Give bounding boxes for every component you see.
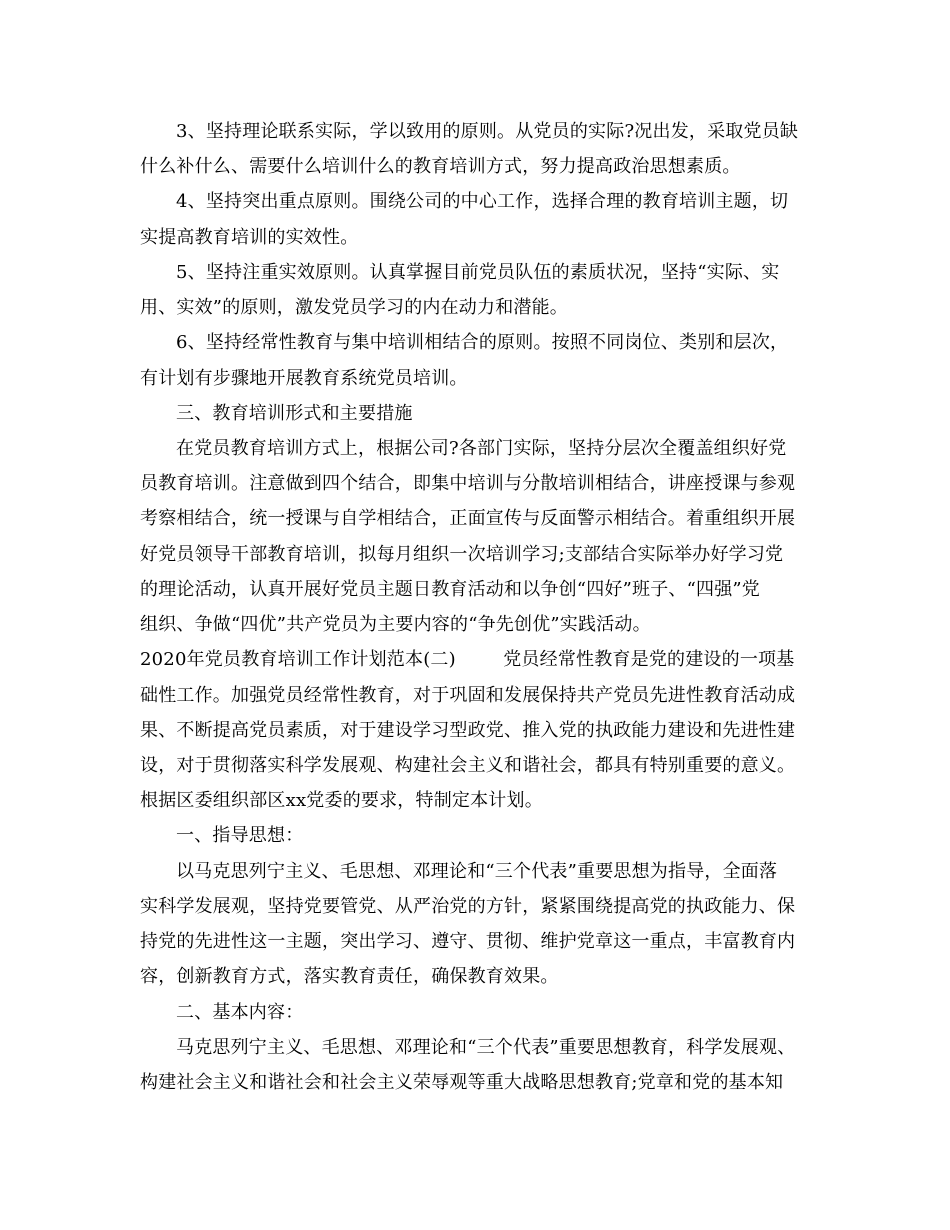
text-line: 根据区委组织部区xx党委的要求，特制定本计划。: [140, 790, 543, 811]
text-line: 设，对于贯彻落实科学发展观、构建社会主义和谐社会，都具有特别重要的意义。: [140, 755, 796, 776]
text-line: 6、坚持经常性教育与集中培训相结合的原则。按照不同岗位、类别和层次，: [176, 332, 789, 353]
text-line: 以马克思列宁主义、毛思想、邓理论和“三个代表”重要思想为指导，全面落: [176, 861, 778, 882]
text-line: 果、不断提高党员素质，对于建设学习型政党、推入党的执政能力建设和先进性建: [140, 720, 796, 741]
text-line: 3、坚持理论联系实际，学以致用的原则。从党员的实际?况出发，采取党员缺: [176, 121, 799, 142]
text-line: 4、坚持突出重点原则。围绕公司的中心工作，选择合理的教育培训主题，切: [176, 191, 789, 212]
text-line: 的理论活动，认真开展好党员主题日教育活动和以争创“四好”班子、“四强”党: [140, 579, 761, 600]
text-line: 好党员领导干部教育培训，拟每月组织一次培训学习;支部结合实际举办好学习党: [140, 544, 784, 565]
section-heading: 三、教育培训形式和主要措施: [176, 403, 413, 424]
text-line: 构建社会主义和谐社会和社会主义荣辱观等重大战略思想教育;党章和党的基本知: [140, 1072, 784, 1093]
text-line: 在党员教育培训方式上，根据公司?各部门实际，坚持分层次全覆盖组织好党: [176, 438, 787, 459]
text-line: 考察相结合，统一授课与自学相结合，正面宣传与反面警示相结合。着重组织开展: [140, 508, 796, 529]
document-subtitle-line: 2020年党员教育培训工作计划范本(二) 党员经常性教育是党的建设的一项基: [140, 649, 795, 670]
text-line: 员教育培训。注意做到四个结合，即集中培训与分散培训相结合，讲座授课与参观: [140, 473, 796, 494]
text-line: 什么补什么、需要什么培训什么的教育培训方式，努力提高政治思想素质。: [140, 156, 741, 177]
text-line: 础性工作。加强党员经常性教育，对于巩固和发展保持共产党员先进性教育活动成: [140, 685, 796, 706]
text-line: 容，创新教育方式，落实教育责任，确保教育效果。: [140, 966, 559, 987]
text-line: 持党的先进性这一主题，突出学习、遵守、贯彻、维护党章这一重点，丰富教育内: [140, 931, 796, 952]
section-heading: 一、指导思想：: [176, 825, 304, 846]
text-line: 马克思列宁主义、毛思想、邓理论和“三个代表”重要思想教育，科学发展观、: [176, 1037, 796, 1058]
text-line: 用、实效”的原则，激发党员学习的内在动力和潜能。: [140, 297, 568, 318]
section-heading: 二、基本内容：: [176, 1002, 304, 1023]
text-line: 5、坚持注重实效原则。认真掌握目前党员队伍的素质状况，坚持“实际、实: [176, 262, 780, 283]
text-line: 组织、争做“四优”共产党员为主要内容的“争先创优”实践活动。: [140, 614, 651, 635]
text-line: 实提高教育培训的实效性。: [140, 227, 359, 248]
text-line: 实科学发展观，坚持党要管党、从严治党的方针，紧紧围绕提高党的执政能力、保: [140, 896, 796, 917]
text-line: 有计划有步骤地开展教育系统党员培训。: [140, 368, 468, 389]
